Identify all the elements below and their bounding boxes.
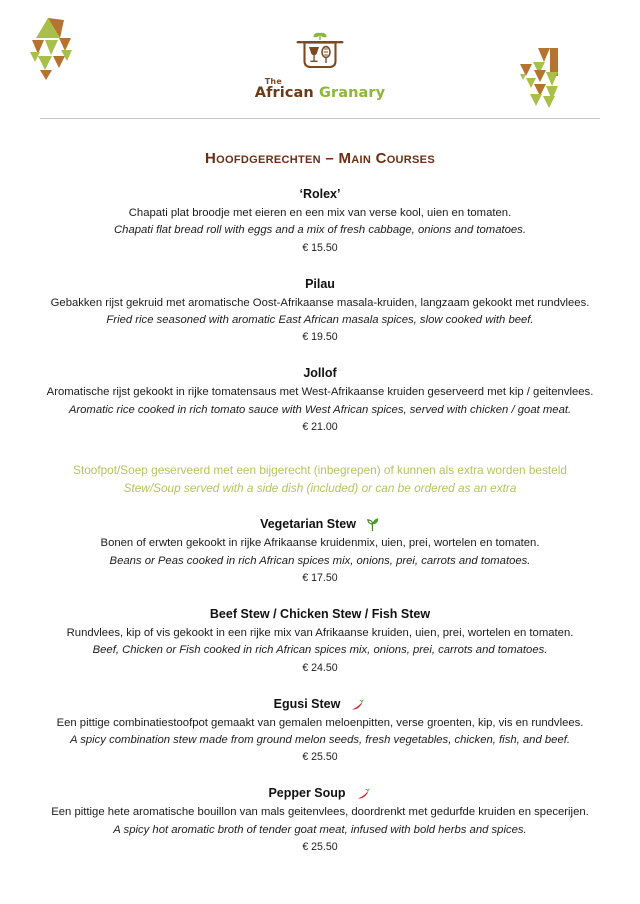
chili-pepper-icon	[355, 786, 372, 801]
menu-item-description-nl: Gebakken rijst gekruid met aromatische Oost-Afrikaanse masala-kruiden, langzaam gekookt met rundvlees.	[50, 296, 590, 309]
stew-soup-notice-nl: Stoofpot/Soep geserveerd met een bijgerecht (inbegrepen) of kunnen als extra worden besteld	[73, 462, 567, 477]
menu-item-description-nl: Een pittige hete aromatische bouillon van mals geitenvlees, doordrenkt met gedurfde kruiden en specerijen.	[51, 806, 589, 819]
menu-item-description-nl: Aromatische rijst gekookt in rijke tomatensaus met West-Afrikaanse kruiden geserveerd met kip / geitenvlees.	[46, 386, 594, 399]
menu-content	[0, 118, 640, 856]
menu-item-price: € 21.00	[302, 421, 338, 434]
logo-granary-text: Granary	[318, 85, 386, 101]
menu-item-name-text: Vegetarian Stew	[260, 517, 356, 532]
menu-item-name	[300, 186, 341, 203]
menu-item-name	[303, 365, 336, 382]
menu-item-price: € 15.50	[302, 241, 338, 254]
menu-item-name-text: Pepper Soup	[268, 786, 346, 801]
chili-pepper-icon	[349, 697, 366, 712]
menu-item-description-en: Chapati flat bread roll with eggs and a mix of fresh cabbage, onions and tomatoes.	[114, 224, 526, 237]
menu-item-name	[305, 276, 335, 293]
stew-soup-notice-en: Stew/Soup served with a side dish (included) or can be ordered as an extra	[123, 480, 517, 495]
menu-item-name-text: Pilau	[305, 276, 335, 291]
triangle-pattern-decoration-right-icon	[512, 46, 560, 113]
logo-african-text: African	[254, 85, 314, 101]
menu-item-description-nl: Bonen of erwten gekookt in rijke Afrikaanse kruidenmix, uien, prei, wortelen en tomaten.	[100, 537, 540, 550]
menu-item-price: € 17.50	[302, 572, 338, 585]
page-header	[0, 0, 640, 113]
menu-item	[20, 275, 620, 347]
menu-item-name-text: ‘Rolex’	[299, 187, 341, 201]
menu-item	[20, 695, 620, 767]
menu-item-name	[210, 606, 430, 623]
menu-item	[20, 605, 620, 677]
menu-item-price: € 25.50	[302, 751, 338, 764]
menu-item-description-nl: Een pittige combinatiestoofpot gemaakt van gemalen meloenpitten, verse groenten, kip, vis en rundvlees.	[56, 716, 584, 729]
menu-item-description-en: Aromatic rice cooked in rich tomato sauce with West African spices, served with chicken / goat meat.	[68, 403, 572, 416]
menu-item-price: € 24.50	[302, 661, 338, 674]
menu-item-name-text: Beef Stew / Chicken Stew / Fish Stew	[209, 606, 431, 621]
menu-item	[20, 364, 620, 436]
menu-item-description-en: Fried rice seasoned with aromatic East African masala spices, slow cooked with beef.	[106, 314, 534, 327]
menu-item	[20, 185, 620, 257]
cooking-pot-with-sprout-icon	[288, 30, 352, 77]
menu-item-description-en: Beans or Peas cooked in rich African spices mix, onions, prei, carrots and tomatoes.	[109, 554, 531, 567]
logo-the-text: The	[264, 77, 282, 86]
menu-item-price: € 25.50	[302, 840, 338, 853]
menu-item-description-nl: Rundvlees, kip of vis gekookt in een rijke mix van Afrikaanse kruiden, uien, prei, wortelen en tomaten.	[66, 626, 574, 639]
menu-item-description-nl: Chapati plat broodje met eieren en een mix van verse kool, uien en tomaten.	[128, 207, 512, 219]
stew-soup-notice	[20, 462, 620, 497]
page-title: Hoofdgerechten – Main Courses	[205, 150, 435, 167]
menu-item	[20, 515, 620, 587]
menu-item-description-en: A spicy combination stew made from ground melon seeds, fresh vegetables, chicken, fish, and beef.	[69, 733, 571, 746]
menu-item-description-en: A spicy hot aromatic broth of tender goat meat, infused with bold herbs and spices.	[113, 823, 527, 836]
menu-item-name-text: Egusi Stew	[273, 696, 341, 711]
menu-item-name	[268, 785, 371, 802]
menu-item-name	[260, 516, 380, 533]
menu-item-price: € 19.50	[302, 331, 338, 344]
menu-item-description-en: Beef, Chicken or Fish cooked in rich African spices mix, onions, prei, carrots and tomatoes.	[92, 644, 548, 657]
menu-item-name-text: Jollof	[303, 366, 337, 381]
leaf-icon	[365, 517, 380, 532]
menu-item	[20, 784, 620, 856]
menu-item-name	[274, 696, 367, 713]
